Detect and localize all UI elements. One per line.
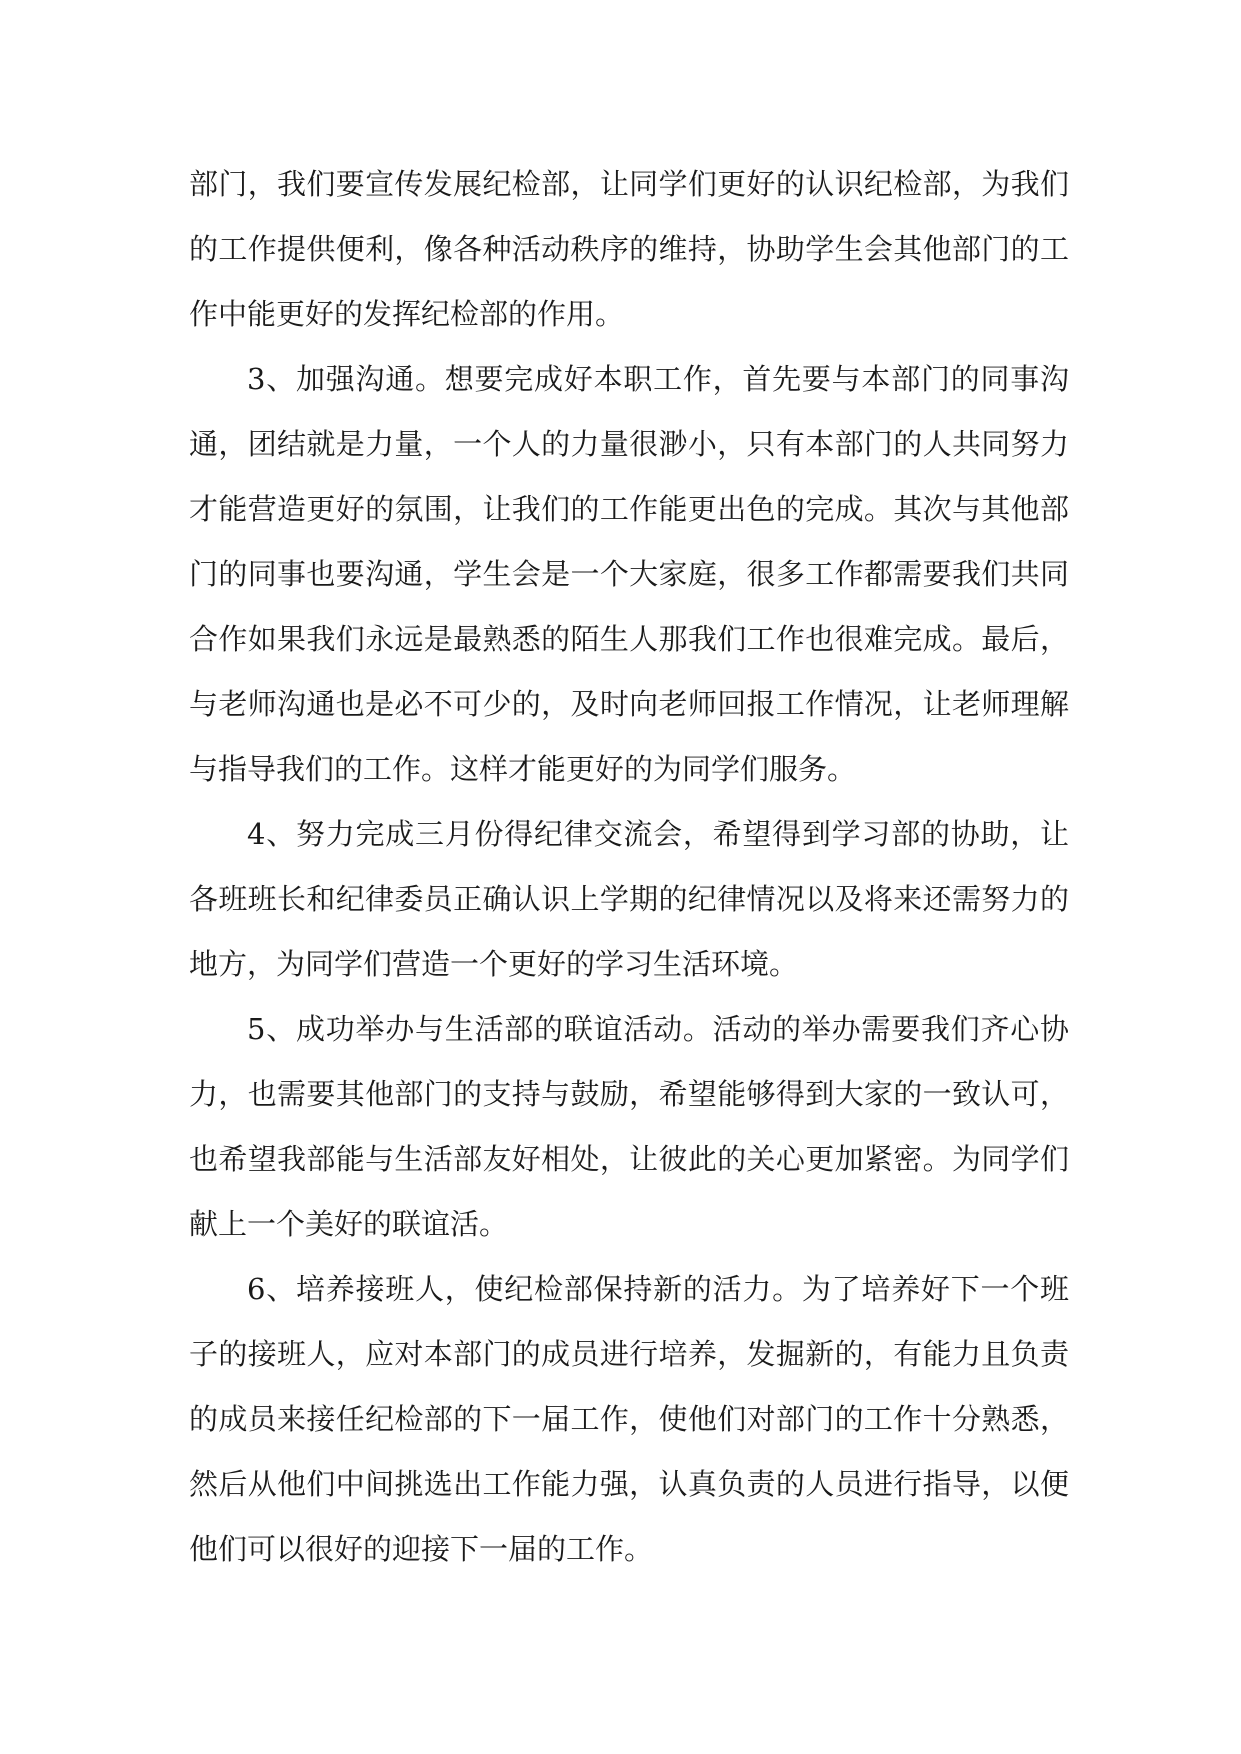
paragraph-continuation: 部门，我们要宣传发展纪检部，让同学们更好的认识纪检部，为我们的工作提供便利，像各种活动秩序的维持，协助学生会其他部门的工作中能更好的发挥纪检部的作用。 <box>189 167 1069 331</box>
paragraph-item-5: 5、成功举办与生活部的联谊活动。活动的举办需要我们齐心协力，也需要其他部门的支持与鼓励，希望能够得到大家的一致认可，也希望我部能与生活部友好相处，让彼此的关心更加紧密。为同学们献上一个美好的联谊活。 <box>189 1012 1069 1241</box>
paragraph-item-4: 4、努力完成三月份得纪律交流会，希望得到学习部的协助，让各班班长和纪律委员正确认识上学期的纪律情况以及将来还需努力的地方，为同学们营造一个更好的学习生活环境。 <box>189 817 1069 981</box>
paragraph-item-6: 6、培养接班人，使纪检部保持新的活力。为了培养好下一个班子的接班人，应对本部门的成员进行培养，发掘新的，有能力且负责的成员来接任纪检部的下一届工作，使他们对部门的工作十分熟悉，然后从他们中间挑选出工作能力强，认真负责的人员进行指导，以便他们可以很好的迎接下一届的工作。 <box>189 1272 1069 1566</box>
paragraph-item-3: 3、加强沟通。想要完成好本职工作，首先要与本部门的同事沟通，团结就是力量，一个人的力量很渺小，只有本部门的人共同努力才能营造更好的氛围，让我们的工作能更出色的完成。其次与其他部门的同事也要沟通，学生会是一个大家庭，很多工作都需要我们共同合作如果我们永远是最熟悉的陌生人那我们工作也很难完成。最后，与老师沟通也是必不可少的，及时向老师回报工作情况，让老师理解与指导我们的工作。这样才能更好的为同学们服务。 <box>189 362 1069 786</box>
document-body <box>189 152 1069 1582</box>
